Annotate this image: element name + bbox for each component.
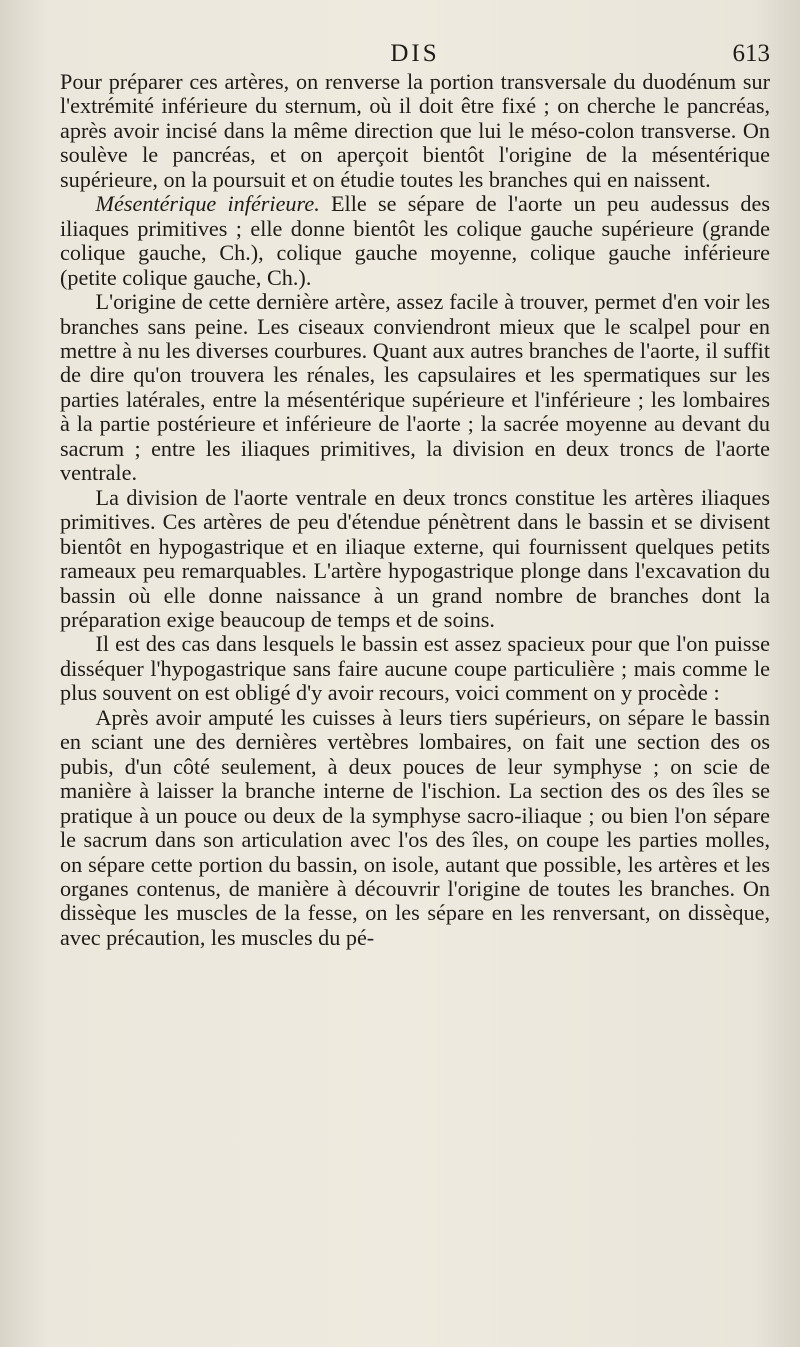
- paragraph-text: Il est des cas dans lesquels le bassin est assez spacieux pour que l'on puisse disséquer l'hypogastrique sans faire aucune coupe particulière ; mais comme le plus souvent on est obligé d'y avoir recours, voici comment on y procède :: [60, 631, 770, 706]
- page-body: [60, 70, 770, 950]
- paragraph-lead: Mésentérique inférieure.: [95, 191, 320, 217]
- paragraph-text: Pour préparer ces artères, on renverse la portion transversale du duodénum sur l'extrémité inférieure du sternum, où il doit être fixé ; on cherche le pancréas, après avoir incisé dans la même direction que lui le méso-colon transverse. On soulève le pancréas, et on aperçoit bientôt l'origine de la mésentérique supérieure, on la poursuit et on étudie toutes les branches qui en naissent.: [60, 69, 770, 192]
- paragraph-procedure: [60, 706, 770, 951]
- paragraph-branches-aorte: [60, 290, 770, 486]
- paragraph-arteres-mesenteriques: [60, 70, 770, 192]
- running-head: DIS: [390, 40, 440, 67]
- paragraph-text: Elle se sépare de l'aorte un peu audessus des iliaques primitives ; elle donne bientôt les colique gauche supérieure (grande colique gauche, Ch.), colique gauche moyenne, colique gauche inférieure (petite colique gauche, Ch.).: [60, 191, 770, 290]
- paragraph-text: L'origine de cette dernière artère, assez facile à trouver, permet d'en voir les branches sans peine. Les ciseaux conviendront mieux que le scalpel pour en mettre à nu les diverses courbures. Quant aux autres branches de l'aorte, il suffit de dire qu'on trouvera les rénales, les capsulaires et les spermatiques sur les parties latérales, entre la mésentérique supérieure et l'inférieure ; les lombaires à la partie postérieure et inférieure de l'aorte ; la sacrée moyenne au devant du sacrum ; entre les iliaques primitives, la division en deux troncs de l'aorte ventrale.: [60, 289, 770, 486]
- paragraph-text: La division de l'aorte ventrale en deux troncs constitue les artères iliaques primitives. Ces artères de peu d'étendue pénètrent dans le bassin et se divisent bientôt en hypogastrique et en iliaque externe, qui fournissent quelques petits rameaux peu remarquables. L'artère hypogastrique plonge dans l'excavation du bassin où elle donne naissance à un grand nombre de branches dont la préparation exige beaucoup de temps et de soins.: [60, 484, 770, 632]
- paragraph-text: Après avoir amputé les cuisses à leurs tiers supérieurs, on sépare le bassin en sciant une des dernières vertèbres lombaires, on fait une section des os pubis, d'un côté seulement, à deux pouces de leur symphyse ; on scie de manière à laisser la branche interne de l'ischion. La section des os des îles se pratique à un pouce ou deux de la symphyse sacro-iliaque ; ou bien l'on sépare le sacrum dans son articulation avec l'os des îles, on coupe les parties molles, on sépare cette portion du bassin, on isole, autant que possible, les artères et les organes contenus, de manière à découvrir l'origine de toutes les branches. On dissèque les muscles de la fesse, on les sépare en les renversant, on dissèque, avec précaution, les muscles du pé-: [60, 704, 770, 950]
- page-number: 613: [732, 40, 770, 67]
- paragraph-bassin: [60, 632, 770, 705]
- paragraph-iliaques-primitives: [60, 486, 770, 633]
- paragraph-mesenterique-inferieure: [60, 192, 770, 290]
